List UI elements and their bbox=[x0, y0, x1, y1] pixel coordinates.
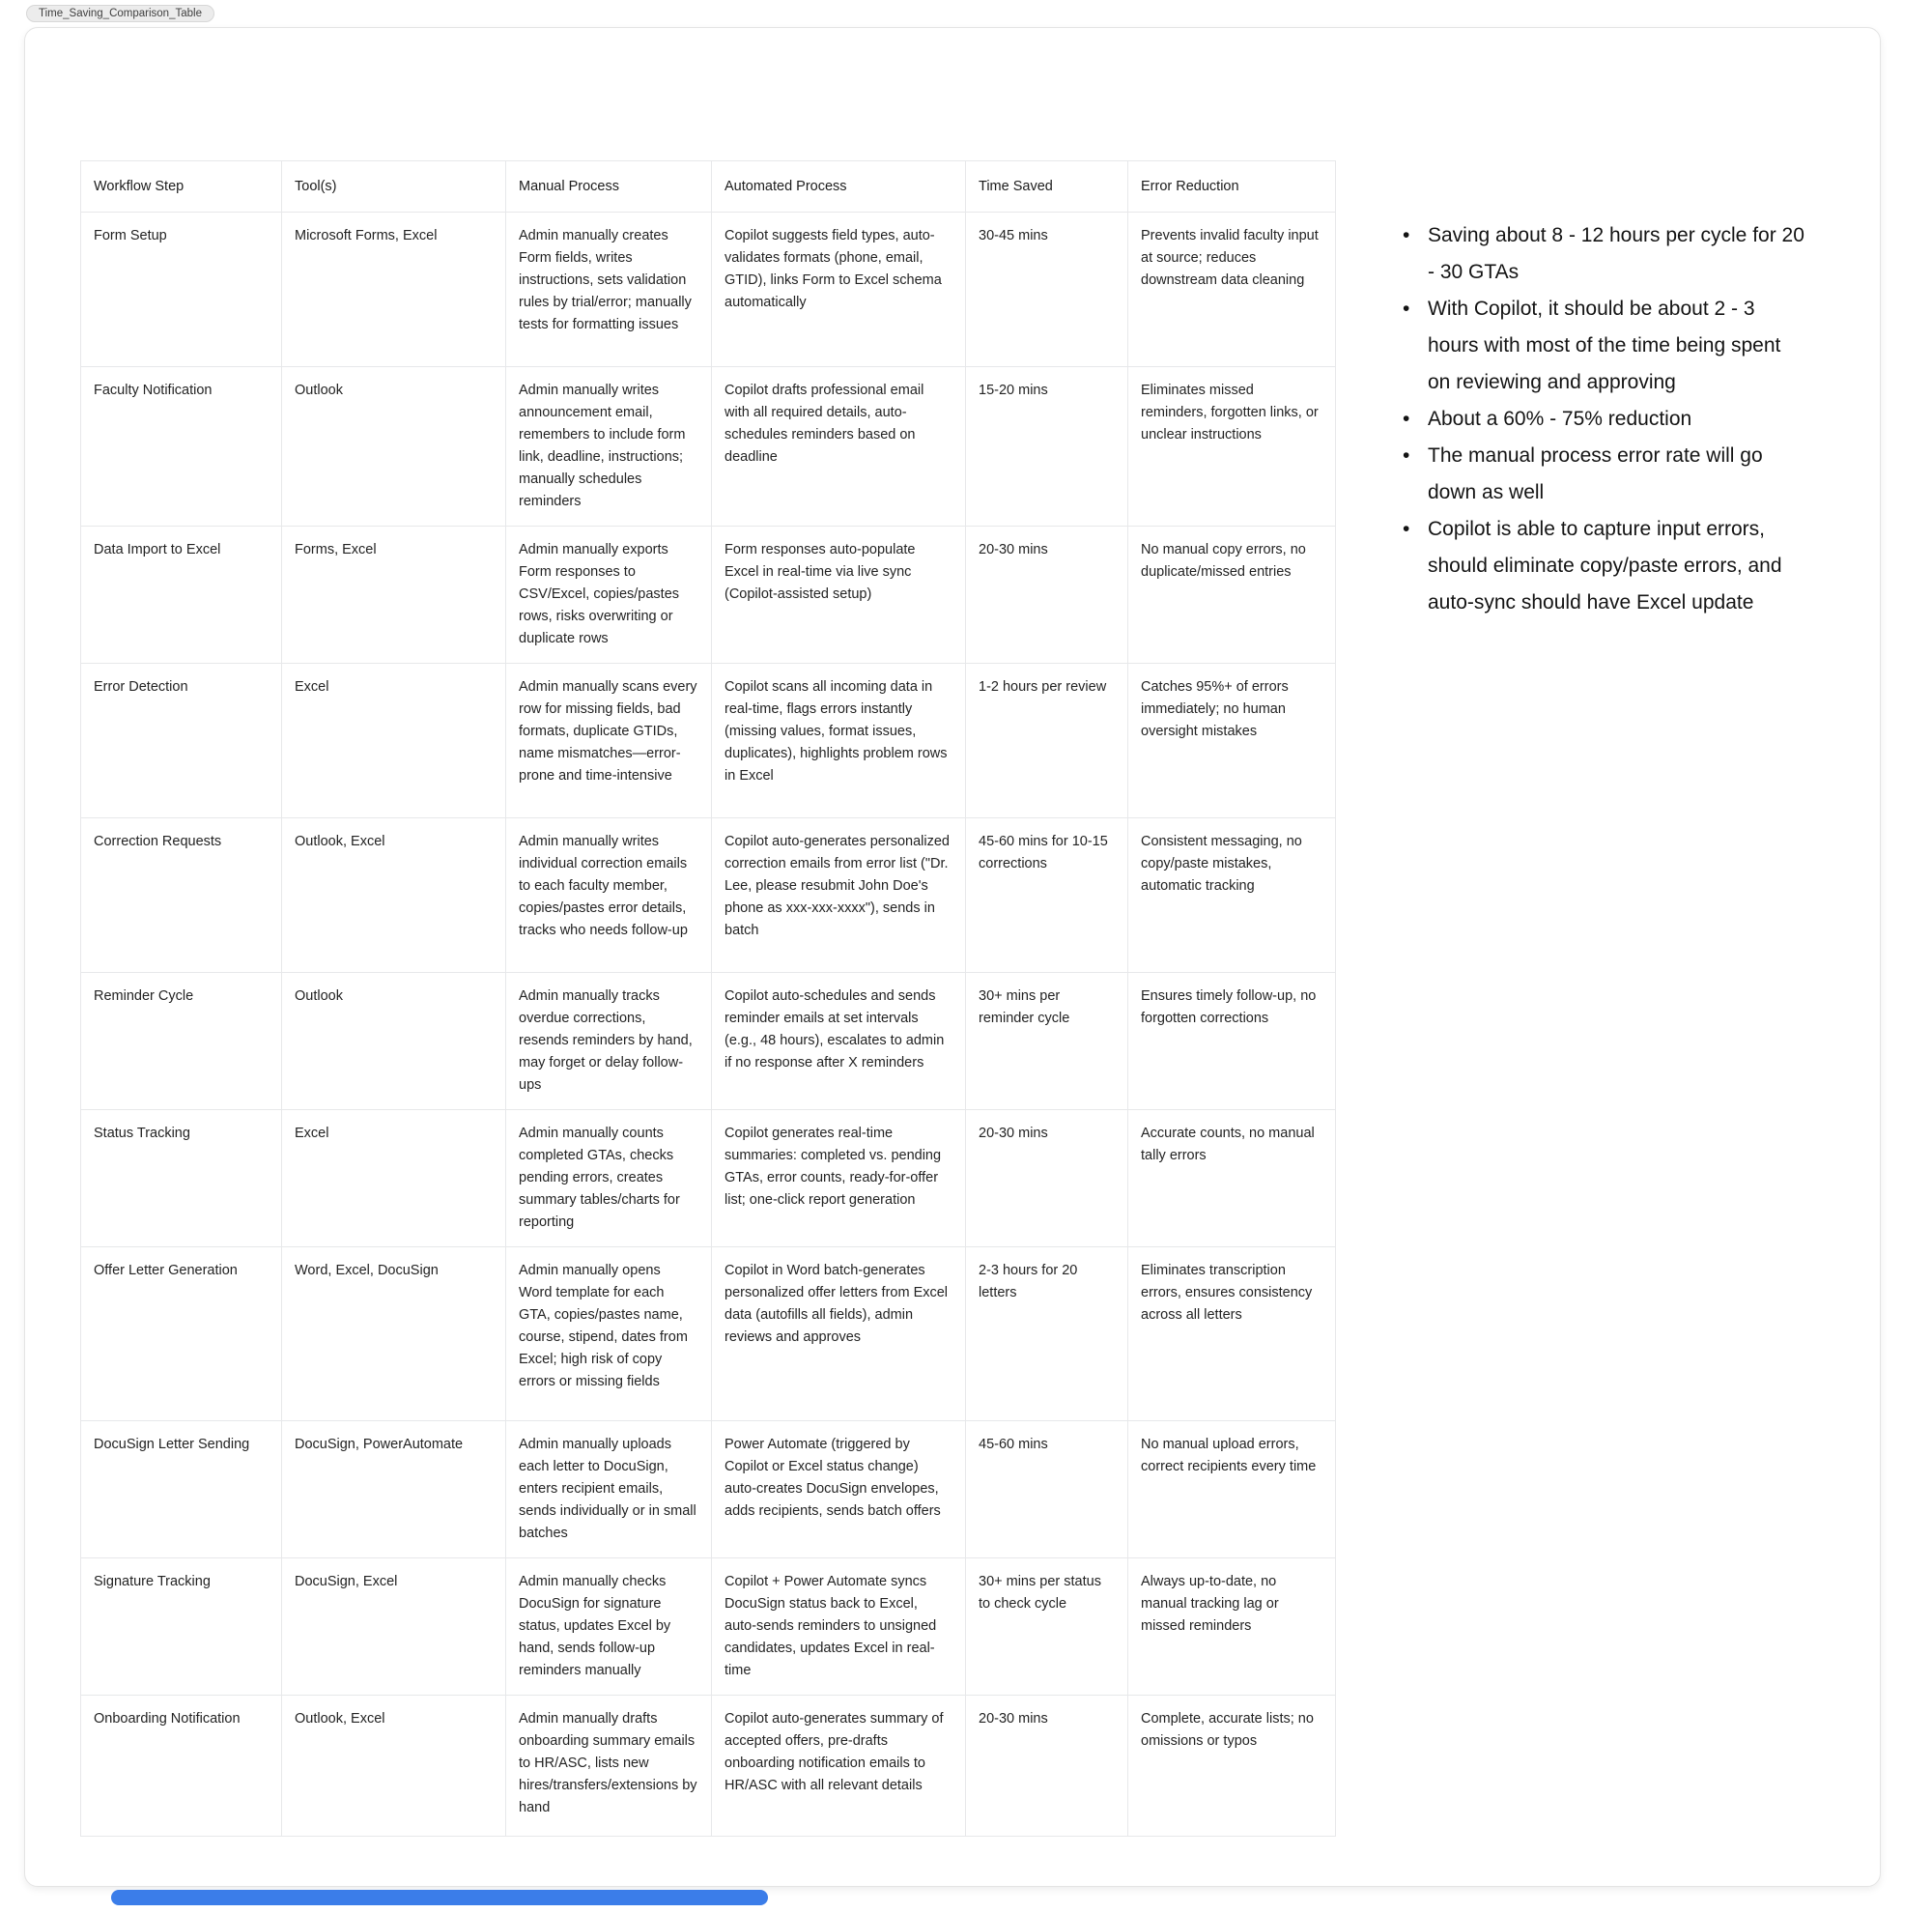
bullet-icon: • bbox=[1403, 444, 1410, 467]
cell-time_saved: 45-60 mins bbox=[966, 1421, 1128, 1558]
table-row bbox=[81, 527, 1336, 664]
cell-automated: Copilot drafts professional email with all required details, auto-schedules reminders based on deadline bbox=[712, 367, 966, 527]
cell-time_saved: 2-3 hours for 20 letters bbox=[966, 1247, 1128, 1421]
cell-error_reduction: No manual copy errors, no duplicate/missed entries bbox=[1128, 527, 1336, 664]
note-item bbox=[1401, 438, 1806, 511]
column-header-2: Manual Process bbox=[506, 161, 712, 213]
cell-time_saved: 45-60 mins for 10-15 corrections bbox=[966, 818, 1128, 973]
bullet-icon: • bbox=[1403, 298, 1410, 320]
cell-automated: Copilot auto-schedules and sends reminder emails at set intervals (e.g., 48 hours), escalates to admin if no response after X reminders bbox=[712, 973, 966, 1110]
column-header-0: Workflow Step bbox=[81, 161, 282, 213]
cell-time_saved: 20-30 mins bbox=[966, 527, 1128, 664]
bullet-icon: • bbox=[1403, 408, 1410, 430]
cell-step: Faculty Notification bbox=[81, 367, 282, 527]
cell-tools: Outlook bbox=[282, 973, 506, 1110]
cell-tools: DocuSign, PowerAutomate bbox=[282, 1421, 506, 1558]
cell-manual: Admin manually opens Word template for each GTA, copies/pastes name, course, stipend, dates from Excel; high risk of copy errors or missing fields bbox=[506, 1247, 712, 1421]
cell-tools: Word, Excel, DocuSign bbox=[282, 1247, 506, 1421]
bullet-icon: • bbox=[1403, 518, 1410, 540]
cell-automated: Copilot auto-generates summary of accepted offers, pre-drafts onboarding notification emails to HR/ASC with all relevant details bbox=[712, 1696, 966, 1837]
cell-step: Offer Letter Generation bbox=[81, 1247, 282, 1421]
cell-step: Status Tracking bbox=[81, 1110, 282, 1247]
cell-manual: Admin manually creates Form fields, writes instructions, sets validation rules by trial/error; manually tests for formatting issues bbox=[506, 213, 712, 367]
cell-automated: Copilot auto-generates personalized correction emails from error list ("Dr. Lee, please resubmit John Doe's phone as xxx-xxx-xxxx"), sends in batch bbox=[712, 818, 966, 973]
cell-error_reduction: Prevents invalid faculty input at source; reduces downstream data cleaning bbox=[1128, 213, 1336, 367]
horizontal-scrollbar-thumb[interactable] bbox=[111, 1890, 768, 1905]
cell-manual: Admin manually counts completed GTAs, checks pending errors, creates summary tables/charts for reporting bbox=[506, 1110, 712, 1247]
cell-tools: Excel bbox=[282, 664, 506, 818]
cell-step: Signature Tracking bbox=[81, 1558, 282, 1696]
table-header-row bbox=[81, 161, 1336, 213]
cell-automated: Copilot generates real-time summaries: completed vs. pending GTAs, error counts, ready-for-offer list; one-click report generation bbox=[712, 1110, 966, 1247]
cell-error_reduction: Eliminates transcription errors, ensures consistency across all letters bbox=[1128, 1247, 1336, 1421]
cell-tools: Outlook, Excel bbox=[282, 818, 506, 973]
cell-automated: Copilot in Word batch-generates personalized offer letters from Excel data (autofills all fields), admin reviews and approves bbox=[712, 1247, 966, 1421]
notes-list bbox=[1401, 217, 1826, 621]
cell-error_reduction: Eliminates missed reminders, forgotten links, or unclear instructions bbox=[1128, 367, 1336, 527]
cell-error_reduction: Always up-to-date, no manual tracking lag or missed reminders bbox=[1128, 1558, 1336, 1696]
table-row bbox=[81, 367, 1336, 527]
cell-error_reduction: Consistent messaging, no copy/paste mistakes, automatic tracking bbox=[1128, 818, 1336, 973]
column-header-3: Automated Process bbox=[712, 161, 966, 213]
table-row bbox=[81, 1696, 1336, 1837]
file-tab[interactable] bbox=[26, 5, 214, 22]
cell-step: Error Detection bbox=[81, 664, 282, 818]
cell-tools: Microsoft Forms, Excel bbox=[282, 213, 506, 367]
note-text: With Copilot, it should be about 2 - 3 hours with most of the time being spent on reviewing and approving bbox=[1428, 298, 1781, 393]
cell-automated: Copilot + Power Automate syncs DocuSign status back to Excel, auto-sends reminders to unsigned candidates, updates Excel in real-time bbox=[712, 1558, 966, 1696]
note-text: The manual process error rate will go down as well bbox=[1428, 444, 1763, 503]
column-header-5: Error Reduction bbox=[1128, 161, 1336, 213]
cell-time_saved: 20-30 mins bbox=[966, 1110, 1128, 1247]
column-header-1: Tool(s) bbox=[282, 161, 506, 213]
cell-manual: Admin manually writes announcement email, remembers to include form link, deadline, instructions; manually schedules reminders bbox=[506, 367, 712, 527]
cell-manual: Admin manually drafts onboarding summary emails to HR/ASC, lists new hires/transfers/extensions by hand bbox=[506, 1696, 712, 1837]
cell-manual: Admin manually exports Form responses to CSV/Excel, copies/pastes rows, risks overwriting or duplicate rows bbox=[506, 527, 712, 664]
table-row bbox=[81, 1558, 1336, 1696]
note-item bbox=[1401, 217, 1806, 291]
table-row bbox=[81, 973, 1336, 1110]
cell-step: DocuSign Letter Sending bbox=[81, 1421, 282, 1558]
cell-manual: Admin manually checks DocuSign for signature status, updates Excel by hand, sends follow-up reminders manually bbox=[506, 1558, 712, 1696]
cell-time_saved: 1-2 hours per review bbox=[966, 664, 1128, 818]
cell-tools: Forms, Excel bbox=[282, 527, 506, 664]
table-row bbox=[81, 818, 1336, 973]
note-item bbox=[1401, 291, 1806, 401]
cell-tools: DocuSign, Excel bbox=[282, 1558, 506, 1696]
document-card bbox=[24, 27, 1881, 1887]
cell-time_saved: 20-30 mins bbox=[966, 1696, 1128, 1837]
cell-step: Onboarding Notification bbox=[81, 1696, 282, 1837]
cell-time_saved: 30+ mins per status to check cycle bbox=[966, 1558, 1128, 1696]
cell-manual: Admin manually tracks overdue corrections, resends reminders by hand, may forget or delay follow-ups bbox=[506, 973, 712, 1110]
cell-automated: Power Automate (triggered by Copilot or Excel status change) auto-creates DocuSign envelopes, adds recipients, sends batch offers bbox=[712, 1421, 966, 1558]
cell-manual: Admin manually uploads each letter to DocuSign, enters recipient emails, sends individually or in small batches bbox=[506, 1421, 712, 1558]
table-row bbox=[81, 213, 1336, 367]
file-tab-label: Time_Saving_Comparison_Table bbox=[39, 7, 202, 19]
cell-time_saved: 30-45 mins bbox=[966, 213, 1128, 367]
cell-error_reduction: Catches 95%+ of errors immediately; no human oversight mistakes bbox=[1128, 664, 1336, 818]
table-row bbox=[81, 1421, 1336, 1558]
cell-step: Data Import to Excel bbox=[81, 527, 282, 664]
cell-step: Form Setup bbox=[81, 213, 282, 367]
cell-error_reduction: Ensures timely follow-up, no forgotten corrections bbox=[1128, 973, 1336, 1110]
cell-automated: Form responses auto-populate Excel in real-time via live sync (Copilot-assisted setup) bbox=[712, 527, 966, 664]
column-header-4: Time Saved bbox=[966, 161, 1128, 213]
cell-tools: Outlook bbox=[282, 367, 506, 527]
cell-error_reduction: No manual upload errors, correct recipients every time bbox=[1128, 1421, 1336, 1558]
cell-tools: Outlook, Excel bbox=[282, 1696, 506, 1837]
cell-error_reduction: Accurate counts, no manual tally errors bbox=[1128, 1110, 1336, 1247]
cell-automated: Copilot suggests field types, auto-validates formats (phone, email, GTID), links Form to Excel schema automatically bbox=[712, 213, 966, 367]
cell-tools: Excel bbox=[282, 1110, 506, 1247]
cell-step: Correction Requests bbox=[81, 818, 282, 973]
table-row bbox=[81, 1110, 1336, 1247]
note-text: About a 60% - 75% reduction bbox=[1428, 408, 1692, 430]
cell-automated: Copilot scans all incoming data in real-time, flags errors instantly (missing values, format issues, duplicates), highlights problem rows in Excel bbox=[712, 664, 966, 818]
note-item bbox=[1401, 511, 1806, 621]
note-text: Saving about 8 - 12 hours per cycle for 20 - 30 GTAs bbox=[1428, 224, 1804, 283]
bullet-icon: • bbox=[1403, 224, 1410, 246]
note-item bbox=[1401, 401, 1806, 438]
cell-time_saved: 30+ mins per reminder cycle bbox=[966, 973, 1128, 1110]
cell-step: Reminder Cycle bbox=[81, 973, 282, 1110]
cell-error_reduction: Complete, accurate lists; no omissions or typos bbox=[1128, 1696, 1336, 1837]
comparison-table bbox=[80, 160, 1336, 1837]
table-row bbox=[81, 664, 1336, 818]
table-row bbox=[81, 1247, 1336, 1421]
cell-manual: Admin manually scans every row for missing fields, bad formats, duplicate GTIDs, name mismatches—error-prone and time-intensive bbox=[506, 664, 712, 818]
cell-manual: Admin manually writes individual correction emails to each faculty member, copies/pastes error details, tracks who needs follow-up bbox=[506, 818, 712, 973]
cell-time_saved: 15-20 mins bbox=[966, 367, 1128, 527]
note-text: Copilot is able to capture input errors, should eliminate copy/paste errors, and auto-sync should have Excel update bbox=[1428, 518, 1782, 614]
